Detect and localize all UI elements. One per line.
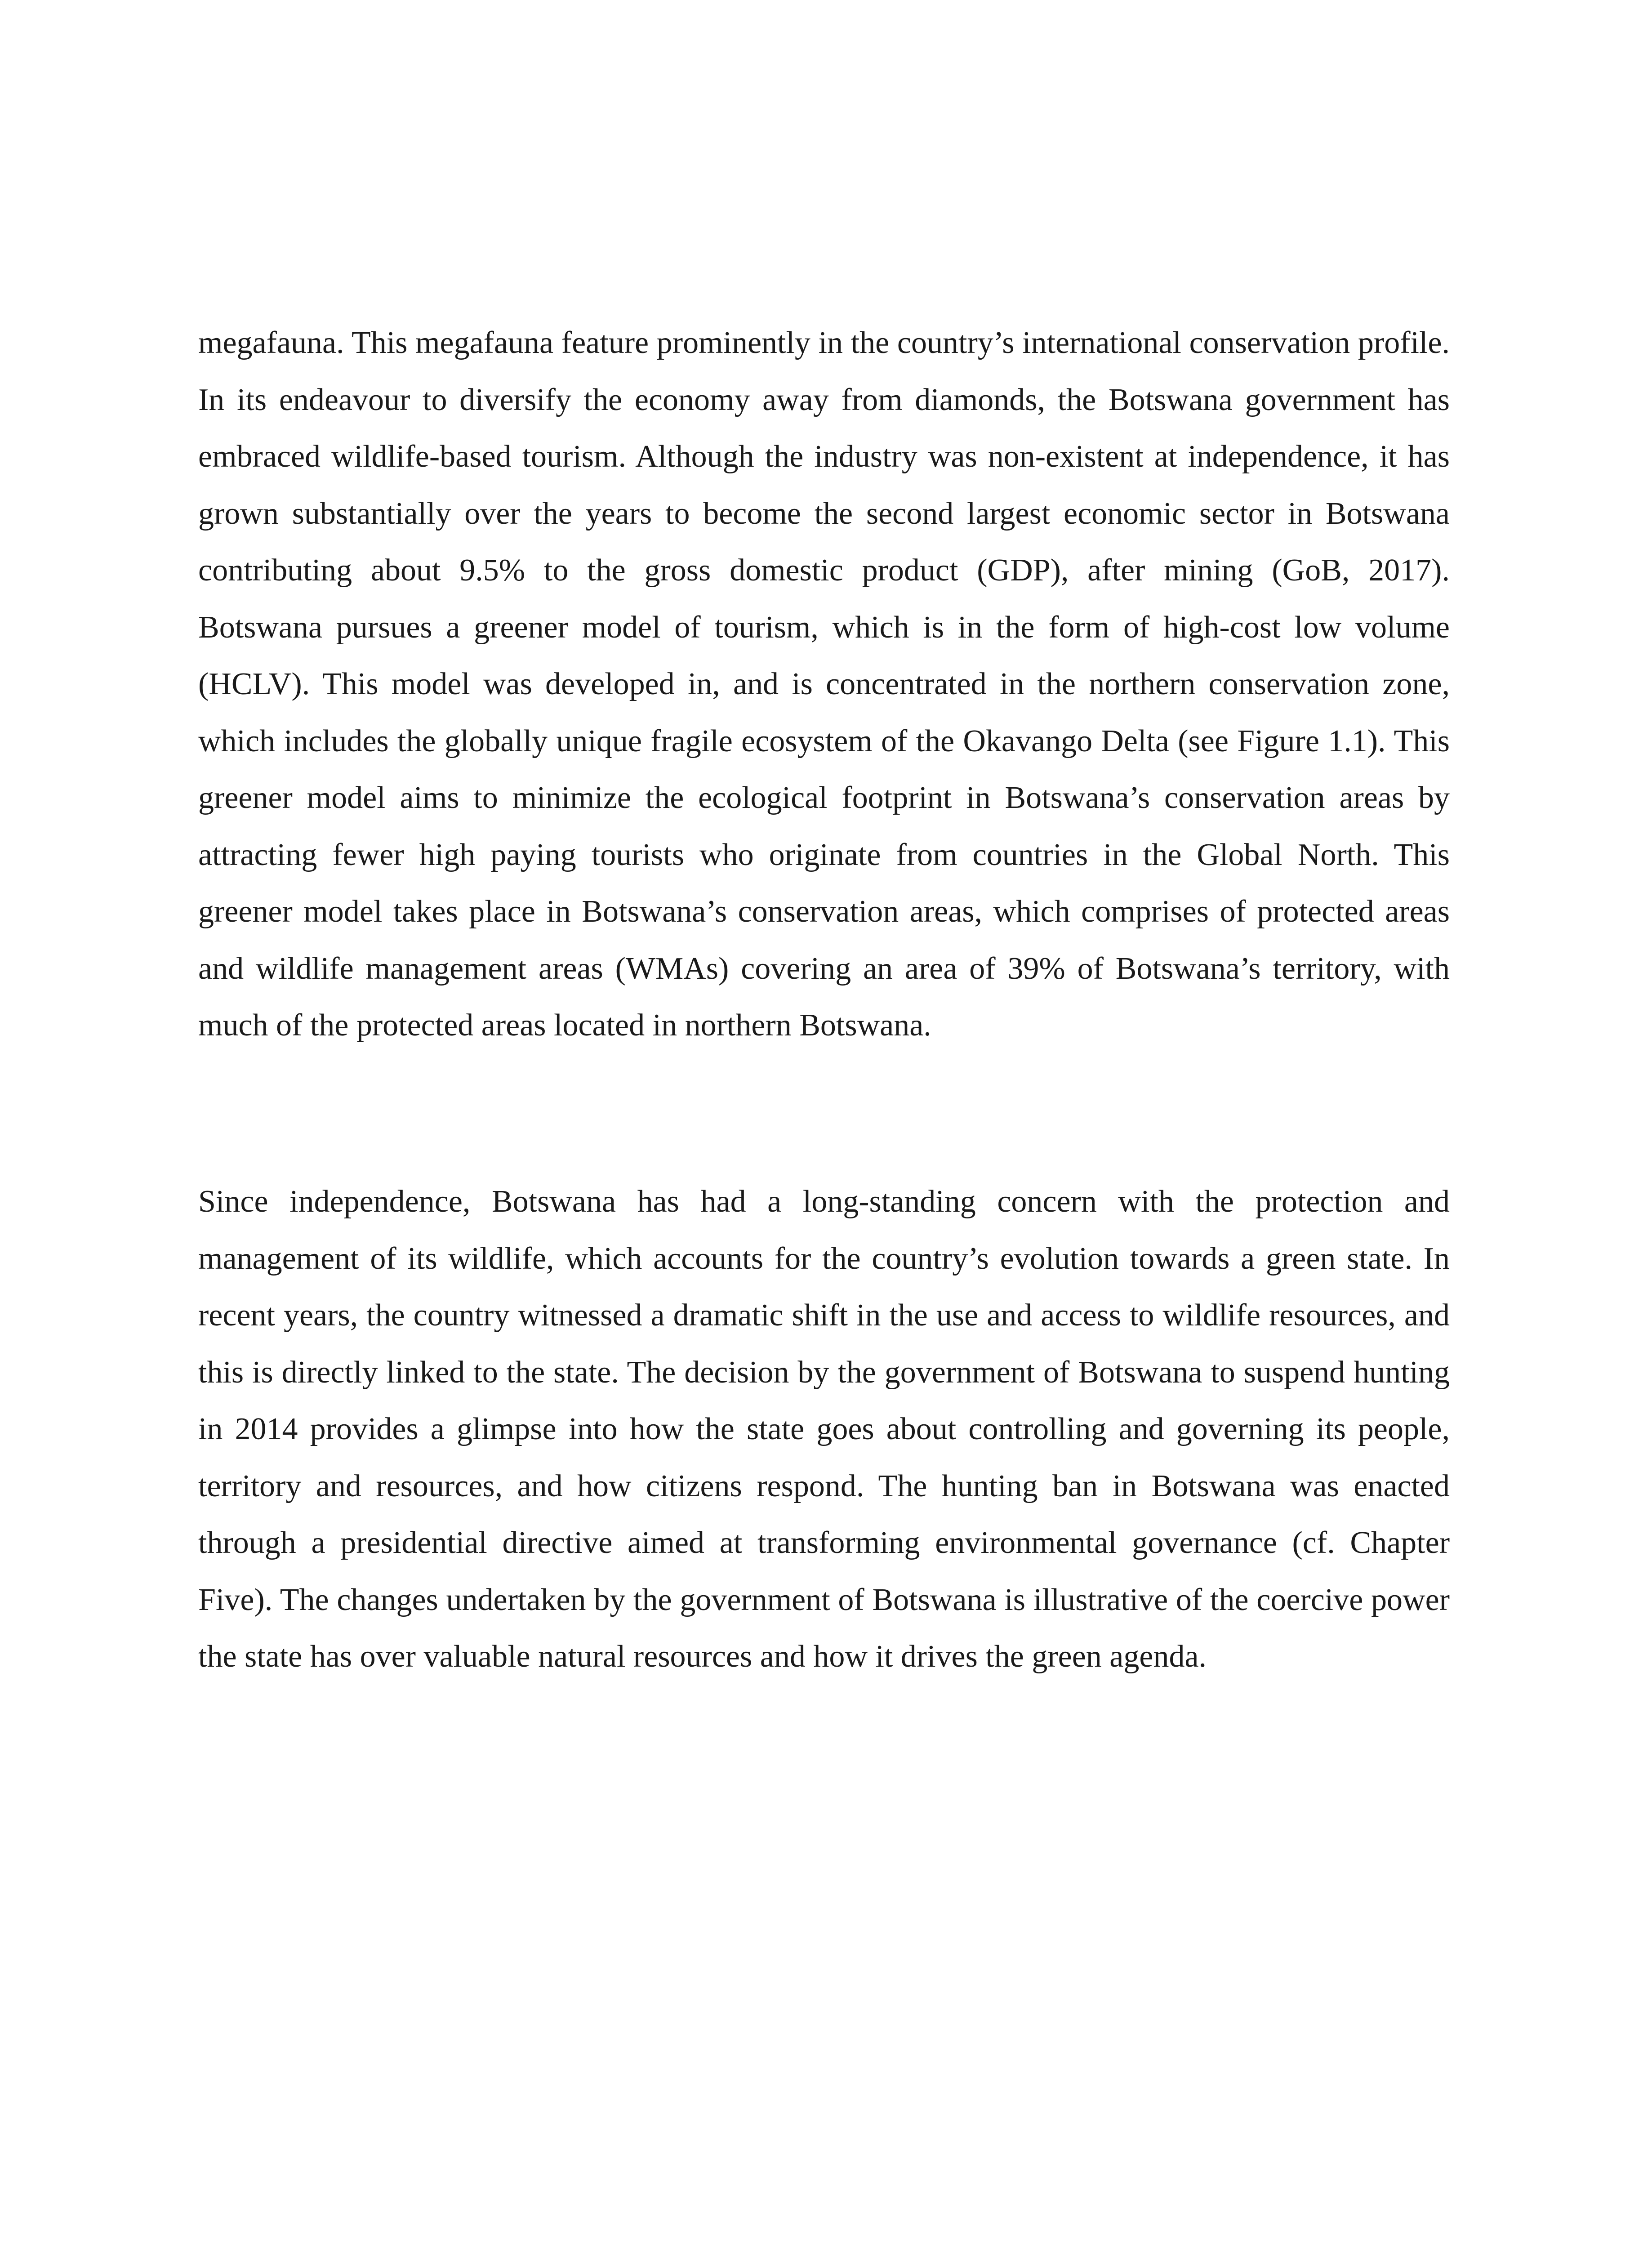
paragraph-text: Since independence, Botswana has had a long-standing concern with the protection and management of its wildlife, which accounts for the country’s evolution towards a green state. In recent years, the country witnessed a dramatic shift in the use and access to wildlife resources, and this is directly linked to the state. The decision by the government of Botswana to suspend hunting in 2014 provides a glimpse into how the state goes about controlling and governing its people, territory and resources, and how citizens respond. The hunting ban in Botswana was enacted through a presidential directive aimed at transforming environmental governance (cf. Chapter Five). The changes undertaken by the government of Botswana is illustrative of the coercive power the state has over valuable natural resources and how it drives the green agenda. bbox=[198, 1184, 1450, 1674]
body-paragraph-1 bbox=[198, 315, 1450, 1054]
body-paragraph-2 bbox=[198, 1173, 1450, 1686]
paragraph-text: megafauna. This megafauna feature prominently in the country’s international conservation profile. In its endeavour to diversify the economy away from diamonds, the Botswana government has embraced wildlife-based tourism. Although the industry was non-existent at independence, it has grown substantially over the years to become the second largest economic sector in Botswana contributing about 9.5% to the gross domestic product (GDP), after mining (GoB, 2017). Botswana pursues a greener model of tourism, which is in the form of high-cost low volume (HCLV). This model was developed in, and is concentrated in the northern conservation zone, which includes the globally unique fragile ecosystem of the Okavango Delta (see Figure 1.1). This greener model aims to minimize the ecological footprint in Botswana’s conservation areas by attracting fewer high paying tourists who originate from countries in the Global North. This greener model takes place in Botswana’s conservation areas, which comprises of protected areas and wildlife management areas (WMAs) covering an area of 39% of Botswana’s territory, with much of the protected areas located in northern Botswana. bbox=[198, 326, 1450, 1043]
